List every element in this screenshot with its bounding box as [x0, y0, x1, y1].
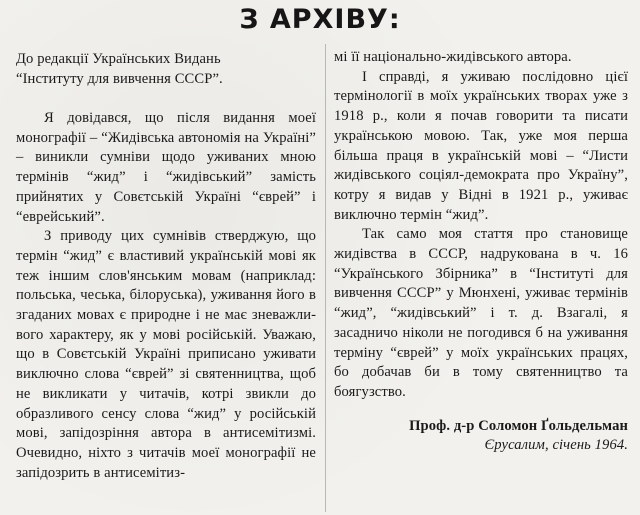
paragraph: І справді, я уживаю послідовно цієї термінології в моїх українських творах уже з 1918 р., коли я почав говорити та писати українською мовою. Так, уже моя перша більша праця в українській мові – “Листи жидівського соціял-демократа про Україну”, котру я видав у Відні в 1921 р., уживає виключно термін “жид”.: [334, 68, 628, 223]
headline: З АРХІВУ:: [239, 4, 401, 35]
right-column: [334, 48, 628, 456]
signature-place-date: Єрусалим, січень 1964.: [484, 437, 628, 454]
left-column: [16, 50, 316, 483]
column-divider: [325, 44, 326, 512]
paragraph-continuation: мі її національно-жидівського автора.: [334, 49, 572, 65]
signature: Проф. д-р Соломон Ґольдельман: [409, 417, 628, 434]
paragraph: З приводу цих сумнівів стверджую, що термін “жид” є властивий українській мові як теж іншим слов'янським мовам (наприклад: польська, чеська, білоруська), уживання його в згаданих мовах є природне і не має зневажливого характеру, як у мові російській. Уважаю, що в Совєтській Україні приписано уживати виключно слова “єврей” зі святенництва, щоб не викликати у читачів, котрі звикли до образливого сенсу слова “жид” у російській мові, запідозріння автора в антисемітизмі. Очевидно, ніхто з читачів моеї монографії не запідозрить в антисемітиз-: [16, 228, 316, 481]
address-line-2: “Інституту для вивчення СССР”.: [16, 70, 223, 87]
address-line-1: До редакції Українських Видань: [16, 51, 221, 67]
letter-address: [16, 50, 316, 89]
paragraph: Я довідався, що після видання моеї монографії – “Жидівська автономія на Україні” – виникли сумніви щодо уживаних мною термінів “жид” і “жидівський” замість прийнятих у Совєтській Україні “єврей” і “еврейський”.: [16, 110, 316, 225]
paragraph: Так само моя стаття про становище жидівства в СССР, надрукована в ч. 16 “Українського Збірника” в “Інституті для вивчення СССР” у Мюнхені, уживає термінів “жид”, “жидівський” і т. д. Взагалі, я засадничо ніколи не погодився б на уживання терміну “єврей” у моїх українських працях, бо добачав би в тому святенництво та боягузство.: [334, 226, 628, 400]
